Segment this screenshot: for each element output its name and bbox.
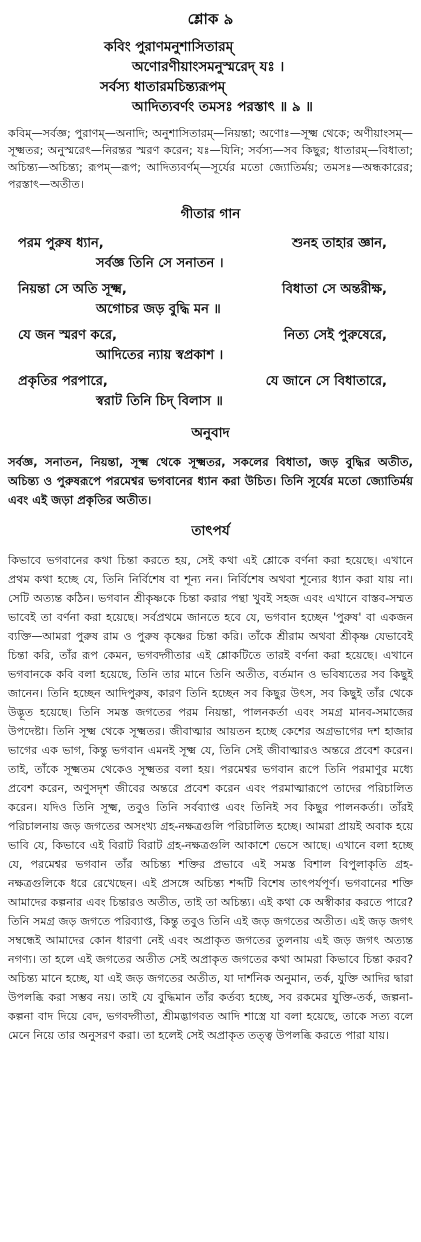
song-row-1-right: শুনহ তাহার জ্ঞান, — [291, 236, 387, 251]
song-row-2-center: অগোচর জড় বুদ্ধি মন ॥ — [96, 302, 221, 317]
song-row-4-right: যে জানে সে বিধাতারে, — [265, 374, 387, 389]
song-row-4-left: প্রকৃতির পরপারে, — [18, 374, 108, 389]
song-row-3-left: যে জন স্মরণ করে, — [18, 328, 117, 343]
verse-line-3: সর্বস্য ধাতারমচিন্ত্যরূপম্ — [100, 79, 226, 95]
song-row-1-center: সর্বজ্ঞ তিনি সে সনাতন । — [96, 256, 224, 271]
purport-paragraph: কিভাবে ভগবানের কথা চিন্তা করতে হয়, সেই কথা এই শ্লোকে বর্ণনা করা হয়েছে। এখানে প্রথম কথা হচ্ছে যে, তিনি নির্বিশেষ বা শূন্য নন। নির্বিশেষ অথবা শূন্যের ধ্যান করা যায় না। সেটি অত্যন্ত কঠিন। ভগবান শ্রীকৃষ্ণকে চিন্তা করার পন্থা খুবই সহজ এবং এখানে বাস্তব-সম্মত ভাবেই তা বর্ণনা করা হয়েছে। সর্বপ্রথমে জানতে হবে যে, ভগবান হচ্ছেন 'পুরুষ' বা একজন ব্যক্তি—আমরা পুরুষ রাম ও পুরুষ কৃষ্ণের চিন্তা করি। তাঁকে শ্রীরাম অথবা শ্রীকৃষ্ণ যেভাবেই চিন্তা করি, তাঁর রূপ কেমন, ভগবদ্গীতার এই শ্লোকটিতে তারই বর্ণনা করা হয়েছে। এখানে ভগবানকে কবি বলা হয়েছে, তিনি তার মানে তিনি অতীত, বর্তমান ও ভবিষ্যতের সব কিছুই জানেন। তিনি হচ্ছেন আদিপুরুষ, কারণ তিনি হচ্ছেন সব কিছুর উৎস, সব কিছুই তাঁর থেকে উদ্ভূত হয়েছে। তিনি সমস্ত জগতের পরম নিয়ন্তা, পালনকর্তা এবং সমগ্র মানব-সমাজের উপদেষ্টা। তিনি সূক্ষ্ম থেকে সূক্ষ্মতর। জীবাত্মার আয়তন হচ্ছে কেশের অগ্রভাগের দশ হাজার ভাগের এক ভাগ, কিন্তু ভগবান এমনই সূক্ষ্ম যে, তিনি সেই জীবাত্মারও অন্তরে প্রবেশ করেন। তাই, তাঁকে সূক্ষ্মতম থেকেও সূক্ষ্মতর বলা হয়। পরমেশ্বর ভগবান রূপে তিনি পরমাণুর মধ্যে প্রবেশ করেন, অণুসদৃশ জীবের অন্তরে প্রবেশ করেন এবং পরমাত্মারূপে তাদের পরিচালিত করেন। যদিও তিনি সূক্ষ্ম, তবুও তিনি সর্বব্যাপ্ত এবং তিনিই সব কিছুর পালনকর্তা। তাঁরই পরিচালনায় জড় জগতের অসংখ্য গ্রহ-নক্ষত্রগুলি পরিচালিত হচ্ছে। আমরা প্রায়ই অবাক হয়ে ভাবি যে, কিভাবে এই বিরাট বিরাট গ্রহ-নক্ষত্রগুলি আকাশে ভেসে আছে। এখানে বলা হচ্ছে যে, পরমেশ্বর ভগবান তাঁর অচিন্ত্য শক্তির প্রভাবে এই সমস্ত বিশাল বিপুলাকৃতি গ্রহ-নক্ষত্রগুলিকে ধরে রেখেছেন। এই প্রসঙ্গে অচিন্ত্য শব্দটি বিশেষ তাৎপর্যপূর্ণ। ভগবানের শক্তি আমাদের কল্পনার এবং চিন্তারও অতীত, তাই তা অচিন্ত্য। এই কথা কে অস্বীকার করতে পারে? তিনি সমগ্র জড় জগতে পরিব্যাপ্ত, কিন্তু তবুও তিনি এই জড় জগতের অতীত। এই জড় জগৎ সম্বন্ধেই আমাদের কোন ধারণা নেই এবং অপ্রাকৃত জগতের তুলনায় এই জড় জগৎ অত্যন্ত নগণ্য। তা হলে এই জগতের অতীত সেই অপ্রাকৃত জগতের কথা আমরা কিভাবে চিন্তা করব? অচিন্ত্য মানে হচ্ছে, যা এই জড় জগতের অতীত, যা দার্শনিক অনুমান, তর্ক, যুক্তি আদির দ্বারা উপলব্ধি করা সম্ভব নয়। তাই যে বুদ্ধিমান তাঁর কর্তব্য হচ্ছে, সব রকমের যুক্তি-তর্ক, জল্পনা-কল্পনা বাদ দিয়ে বেদ, ভগবদ্গীতা, শ্রীমদ্ভাগবত আদি শাস্ত্রে যা বলা হয়েছে, তাকে সত্য বলে মেনে নিয়ে তার অনুসরণ করা। তা হলেই সেই অপ্রাকৃত তত্ত্ব উপলব্ধি করতে পারা যায়। — [8, 554, 413, 1042]
song-row-2-left: নিয়ন্তা সে অতি সূক্ষ্ম, — [18, 282, 127, 297]
song-row-4-center: স্বরাট তিনি চিদ্ বিলাস ॥ — [96, 394, 223, 409]
song-title: গীতার গান — [180, 206, 241, 222]
song-row-4 — [8, 372, 413, 392]
verse-line-1: কবিং পুরাণমনুশাসিতারম্ — [104, 39, 234, 55]
verse-heading: শ্লোক ৯ — [187, 10, 234, 28]
song-row-2 — [8, 280, 413, 300]
purport-title: তাৎপর্য — [191, 523, 230, 539]
synonyms-paragraph: কবিম্—সর্বজ্ঞ; পুরাণম্—অনাদি; অনুশাসিতারম্—নিয়ন্তা; অণোঃ—সূক্ষ্ম থেকে; অণীয়াংসম্—সূক্ষ্মতর; অনুস্মরেৎ—নিরন্তর স্মরণ করেন; যঃ—যিনি; সর্বস্য—সব কিছুর; ধাতারম্—বিধাতা; অচিন্ত্য—অচিন্ত্য; রূপম্—রূপ; আদিত্যবর্ণম্—সূর্যের মতো জ্যোতির্ময়; তমসঃ—অন্ধকারের; পরস্তাৎ—অতীত। — [8, 127, 413, 191]
song-row-2-right: বিধাতা সে অন্তরীক্ষ, — [281, 282, 387, 297]
song-row-1 — [8, 234, 413, 254]
song-row-3-right: নিত্য সেই পুরুষেরে, — [283, 328, 387, 343]
translation-paragraph: সর্বজ্ঞ, সনাতন, নিয়ন্তা, সূক্ষ্ম থেকে সূক্ষ্মতর, সকলের বিধাতা, জড় বুদ্ধির অতীত, অচিন্ত্য ও পুরুষরূপে পরমেশ্বর ভগবানের ধ্যান করা উচিত। তিনি সূর্যের মতো জ্যোতির্ময় এবং এই জড়া প্রকৃতির অতীত। — [8, 455, 413, 507]
song-row-1-left: পরম পুরুষ ধ্যান, — [18, 236, 104, 251]
song-row-3 — [8, 326, 413, 346]
verse-line-4: আদিত্যবর্ণং তমসঃ পরস্তাৎ ॥ ৯ ॥ — [132, 99, 313, 115]
song-row-3-center: আদিতের ন্যায় স্বপ্রকাশ । — [96, 348, 224, 363]
verse-line-2: অণোরণীয়াংসমনুস্মরেদ্ যঃ । — [132, 59, 285, 75]
translation-title: অনুবাদ — [191, 425, 230, 441]
